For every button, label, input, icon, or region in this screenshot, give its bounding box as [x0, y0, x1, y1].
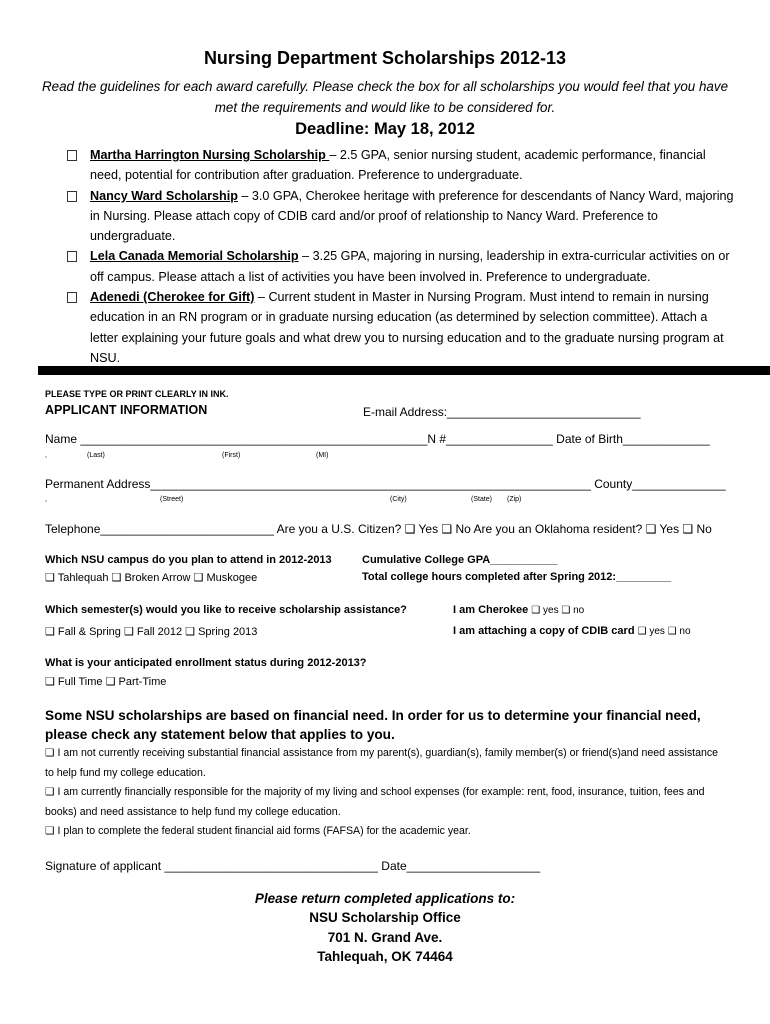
return-city: Tahlequah, OK 74464: [317, 949, 453, 965]
scholarship-name: Martha Harrington Nursing Scholarship: [90, 148, 330, 162]
cherokee-label: I am Cherokee: [453, 604, 532, 616]
campus-options[interactable]: ❑ Tahlequah ❑ Broken Arrow ❑ Muskogee: [45, 572, 258, 584]
scholarship-checkbox[interactable]: [67, 292, 77, 303]
print-note: PLEASE TYPE OR PRINT CLEARLY IN INK.: [45, 389, 229, 399]
scholarship-checkbox[interactable]: [67, 150, 77, 161]
addr-sub-street: (Street): [160, 496, 184, 503]
financial-statement-1[interactable]: ❑ I am not currently receiving substantial financial assistance from my parent(s), guardian(s), family member(s) or friend(s)and need assistance to help fund my college education.: [45, 747, 719, 779]
cdib-options[interactable]: ❑ yes ❑ no: [637, 626, 691, 637]
campus-question: Which NSU campus do you plan to attend in 2012-2013: [45, 554, 332, 566]
scholarship-checkbox[interactable]: [67, 191, 77, 202]
applicant-info-heading: APPLICANT INFORMATION: [45, 403, 208, 417]
semester-options[interactable]: ❑ Fall & Spring ❑ Fall 2012 ❑ Spring 2013: [45, 626, 258, 638]
financial-statement-3[interactable]: ❑ I plan to complete the federal student financial aid forms (FAFSA) for the academic year.: [45, 825, 471, 837]
addr-sub-state: (State): [471, 496, 493, 503]
name-sub-last: (Last): [87, 452, 105, 459]
name-sub-mi: (MI): [316, 452, 329, 459]
return-instructions: [0, 889, 770, 967]
return-office: NSU Scholarship Office: [309, 910, 461, 926]
addr-sub-city: (City): [390, 496, 407, 503]
scholarship-item-nancy-ward: [62, 186, 734, 247]
enrollment-question: What is your anticipated enrollment status during 2012-2013?: [45, 657, 367, 669]
name-sub-dot: ,: [45, 452, 47, 459]
name-sub-first: (First): [222, 452, 241, 459]
enrollment-options[interactable]: ❑ Full Time ❑ Part-Time: [45, 676, 167, 688]
telephone-citizen-line[interactable]: Telephone__________________________ Are you a U.S. Citizen? ❑ Yes ❑ No Are you an Oklahoma resident? ❑ Yes ❑ No: [45, 522, 712, 536]
address-field-line[interactable]: Permanent Address__________________________________________________________________ County______________: [45, 477, 726, 491]
signature-date-line[interactable]: Signature of applicant ________________________________ Date____________________: [45, 859, 541, 873]
hours-field[interactable]: Total college hours completed after Spring 2012:_________: [362, 571, 672, 583]
scholarship-description: – 3.25 GPA, majoring in nursing, leadership in extra-curricular activities on or off campus. Please attach a list of activities you have been involved in. Preference to undergraduate.: [90, 249, 730, 284]
addr-sub-zip: (Zip): [507, 496, 522, 503]
cdib-line: [453, 625, 691, 637]
financial-statement-2[interactable]: ❑ I am currently financially responsible for the majority of my living and school expenses (for example: rent, food, insurance, tuition, fees and books) and need assistance to help fund my college education.: [45, 786, 705, 818]
scholarship-name: Nancy Ward Scholarship: [90, 188, 238, 203]
return-heading: Please return completed applications to:: [254, 891, 516, 906]
page-title: Nursing Department Scholarships 2012-13: [203, 48, 567, 68]
gpa-field[interactable]: Cumulative College GPA___________: [362, 554, 558, 566]
scholarship-name: Adenedi (Cherokee for Gift): [90, 290, 255, 305]
addr-sub-dot: ,: [45, 496, 47, 503]
name-field-line[interactable]: Name ____________________________________________________N #________________ Date of Birth_____________: [45, 432, 710, 446]
scholarship-description: – 3.0 GPA, Cherokee heritage with preference for descendants of Nancy Ward, majoring in Nursing. Please attach copy of CDIB card and/or proof of relationship to Nancy Ward. Preference to undergraduate.: [90, 188, 734, 244]
scholarship-name: Lela Canada Memorial Scholarship: [90, 249, 299, 264]
scholarship-item-harrington: [62, 145, 734, 186]
scholarship-description: – 2.5 GPA, senior nursing student, academic performance, financial need, potential for contribution after graduation. Preference to undergraduate.: [90, 148, 706, 183]
cherokee-line: [453, 604, 584, 616]
financial-need-heading: Some NSU scholarships are based on financial need. In order for us to determine your financial need, please check any statement below that applies to you.: [45, 708, 701, 742]
scholarship-item-adenedi: [62, 287, 734, 368]
instructions-text: Read the guidelines for each award carefully. Please check the box for all scholarships you would feel that you have met the requirements and would like to be considered for.: [41, 79, 729, 115]
cherokee-options[interactable]: ❑ yes ❑ no: [531, 605, 585, 616]
return-street: 701 N. Grand Ave.: [327, 929, 443, 945]
deadline-text: Deadline: May 18, 2012: [295, 120, 475, 138]
scholarship-list: [62, 145, 734, 368]
email-field[interactable]: E-mail Address:_____________________________: [363, 405, 641, 419]
scholarship-item-lela-canada: [62, 246, 734, 287]
scholarship-description: – Current student in Master in Nursing Program. Must intend to remain in nursing education in an RN program or in graduate nursing education (as determined by selection committee). Attach a letter explaining your future goals and what drew you to nursing education and to the graduate nursing program at NSU.: [90, 290, 724, 365]
section-divider: [38, 366, 770, 375]
semester-question: Which semester(s) would you like to receive scholarship assistance?: [45, 604, 407, 616]
cdib-label: I am attaching a copy of CDIB card: [453, 625, 638, 637]
scholarship-checkbox[interactable]: [67, 251, 77, 262]
